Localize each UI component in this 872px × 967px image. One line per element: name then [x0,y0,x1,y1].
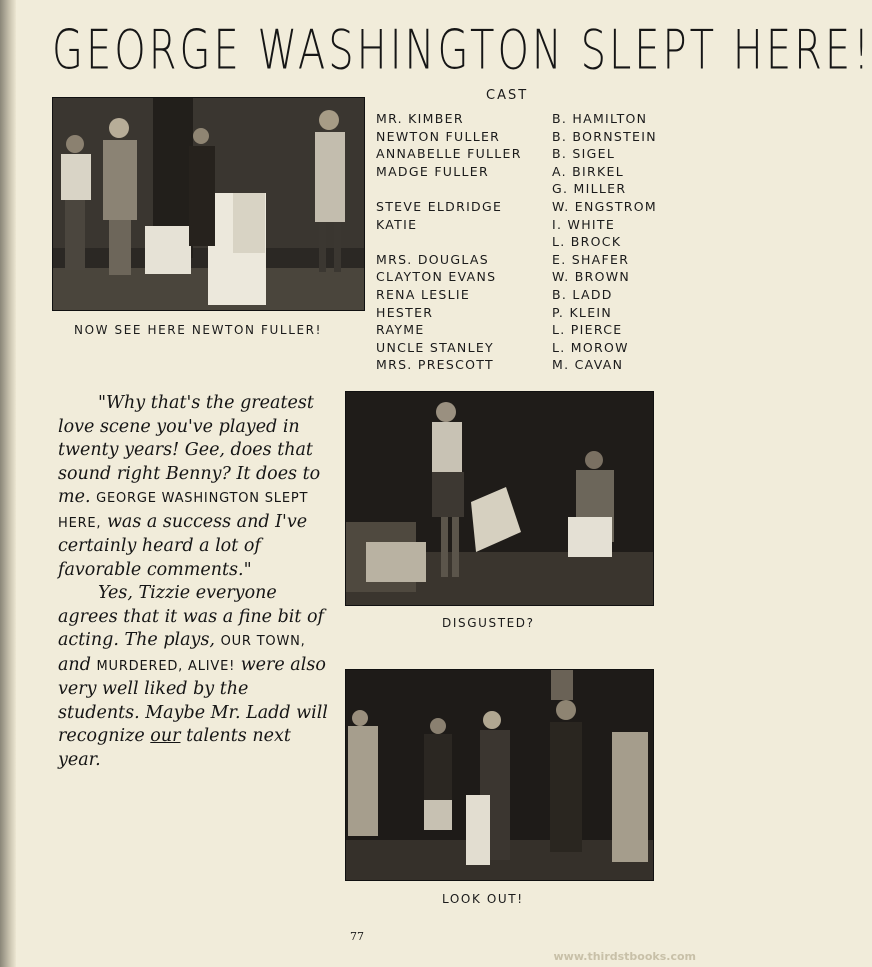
cast-actor: A. BIRKEL [552,163,624,179]
cast-heading: CAST [486,88,529,103]
cast-actor: B. SIGEL [552,146,616,162]
cast-actor: M. CAVAN [552,357,624,373]
cast-role-spacer [376,233,546,251]
stage-photo-newton-fuller [52,97,365,311]
cast-actor: L. MOROW [552,339,629,355]
book-spine-shadow [0,0,16,967]
cast-actor: W. ENGSTROM [552,198,657,214]
cast-actor: B. BORNSTEIN [552,128,657,144]
cast-actor: G. MILLER [552,181,627,197]
cast-actors-list [552,110,662,374]
stage-photo-look-out [345,669,654,881]
handwritten-text: was a success and I've certainly heard a lot of favorable comments." [58,511,308,580]
cast-role-spacer [376,180,546,198]
handwritten-text: "Why that's the greatest love scene you've played in twenty years! Gee, does that sound right Benny? It does to me. [58,393,321,507]
cast-role: NEWTON FULLER [376,128,501,144]
photo-scene [346,392,653,605]
stage-photo-disgusted [345,391,654,606]
handwritten-text: Yes, Tizzie everyone agrees that it was a fine bit of acting. The plays, [58,583,325,650]
handwritten-text: and [58,654,91,675]
photo-scene [53,98,364,310]
cast-role: MRS. PRESCOTT [376,357,494,373]
cast-role: CLAYTON EVANS [376,269,497,285]
cast-role: ANNABELLE FULLER [376,146,522,162]
photo2-caption: DISGUSTED? [442,616,535,630]
handwritten-underlined-word: our [150,726,181,746]
watermark: www.thirdstbooks.com [553,950,696,963]
cast-actor: L. BROCK [552,234,622,250]
handwritten-text: talents next year. [58,726,291,770]
play-title-print: MURDERED, ALIVE! [96,658,236,674]
cast-role: RAYME [376,322,425,338]
cast-actor: I. WHITE [552,216,616,232]
cast-role: STEVE ELDRIDGE [376,198,503,214]
cast-role: MADGE FULLER [376,163,489,179]
cast-actor: E. SHAFER [552,251,630,267]
cast-role: MR. KIMBER [376,111,464,126]
cast-role: RENA LESLIE [376,286,471,302]
cast-roles-list [376,110,546,374]
photo3-caption: LOOK OUT! [442,892,524,906]
play-title-print: GEORGE WASHINGTON SLEPT HERE, [58,491,309,531]
play-title-print: OUR TOWN, [220,634,306,649]
handwritten-commentary [58,392,330,772]
photo-scene [346,670,653,880]
page-number: 77 [350,930,364,943]
cast-actor: B. HAMILTON [552,111,648,126]
handwritten-text: were also very well liked by the students. Maybe Mr. Ladd will recognize [58,654,328,746]
photo1-caption: NOW SEE HERE NEWTON FULLER! [74,323,323,337]
cast-actor: P. KLEIN [552,304,613,320]
page-title: GEORGE WASHINGTON SLEPT HERE! [52,20,872,83]
handwritten-paragraph-2 [58,582,330,772]
cast-role: KATIE [376,216,418,232]
cast-actor: L. PIERCE [552,322,623,338]
cast-actor: B. LADD [552,286,613,302]
cast-role: HESTER [376,304,434,320]
cast-role: UNCLE STANLEY [376,339,494,355]
cast-role: MRS. DOUGLAS [376,251,489,267]
cast-actor: W. BROWN [552,269,631,285]
handwritten-paragraph-1 [58,392,330,582]
